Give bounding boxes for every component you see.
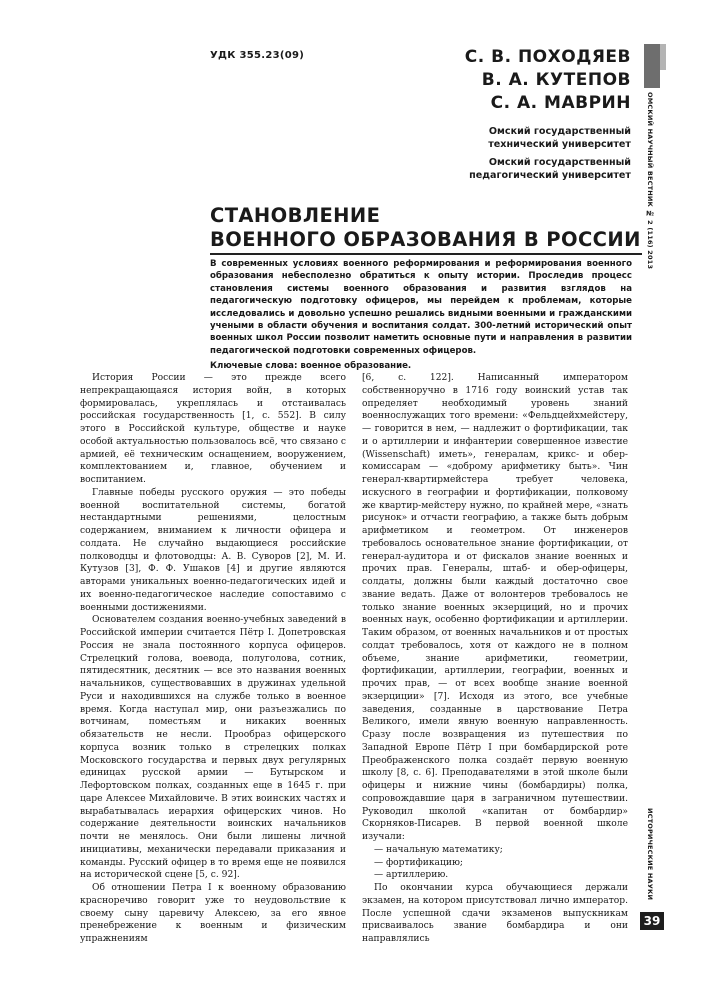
udk-code: УДК 355.23(09) xyxy=(210,50,305,61)
text-column-right xyxy=(362,372,628,946)
affiliation-line: технический университет xyxy=(488,139,631,150)
paragraph: История России — это прежде всего непрекращающаяся история войн, в которых формировалась, укреплялась и отстаивалась российская государственность [1, с. 552]. В силу этого в Российской культуре, обществе и науке особой актуальностью пользовалось всё, что связано с армией, её техническим оснащением, вооружением, комплектованием и, главное, обучением и воспитанием. xyxy=(80,373,346,485)
title-line: СТАНОВЛЕНИЕ xyxy=(210,204,381,227)
paragraph: Основателем создания военно-учебных заведений в Российской империи считается Пётр I. Допетровская Россия не знала постоянного корпуса офицеров. Стрелецкий голова, воевода, полуголова, сотник, пятидесятник, десятник — все это названия военных начальников, существовавших в дружинах удельной Руси и находившихся на службе только в военное время. Когда наступал мир, они разъезжались по вотчинам, поместьям и никаких военных обязательств не несли. Прообраз офицерского корпуса возник только в стрелецких полках Московского государства и первых двух регулярных единицах русской армии — Бутырском и Лефортовском полках, созданных еще в 1645 г. при царе Алексее Михайловиче. В этих воинских частях и вырабатывалась иерархия офицерских чинов. Но содержание деятельности воинских начальников почти не менялось. Они были лишены личной инициативы, механически передавали приказания и команды. Русский офицер в то время еще не появился на исторической сцене [5, с. 92]. xyxy=(80,615,346,881)
author-name: С. А. МАВРИН xyxy=(490,93,631,113)
title-divider xyxy=(210,253,642,255)
paragraph: [6, с. 122]. Написанный императором собственноручно в 1716 году воинский устав так определяет необходимый уровень знаний военнослужащих того времени: «Фельдцейхмейстеру, — говорится в нем, — надлежит о фортификации, так и о артиллерии и инфантерии совершенное известие (Wissenschaft) иметь», генералам, крикс- и обер-комиссарам — «доброму арифметику быть». Чин генерал-квартирмейстера требует человека, искусного в географии и фортификации, полковому же квартир-мейстеру нужно, по крайней мере, «знать рисунок» и отчасти географию, а также быть добрым арифметиком и геометром. От инженеров требовалось основательное знание фортификации, от генерал-аудитора и от фискалов знание военных и прочих прав. Генералы, штаб- и обер-офицеры, солдаты, должны были каждый достаточно свое звание ведать. Даже от волонтеров требовалось не только знание военных экзерциций, но и прочих военных наук, особенно фортификации и артиллерии. Таким образом, от военных начальников и от простых солдат требовалось, хотя от каждого не в полном объеме, знание арифметики, геометрии, фортификации, артиллерии, географии, военных и прочих прав, — от всех вообще знание военной экзерциции» [7]. Исходя из этого, все учебные заведения, созданные в царствование Петра Великого, имели явную военную направленность. Сразу после возвращения из путешествия по Западной Европе Пётр I при бомбардирской роте Преображенского полка создаёт первую военную школу [8, с. 6]. Преподавателями в этой школе были офицеры и нижние чины (бомбардиры) полка, сопровождавшие царя в заграничном путешествии. Руководил школой «капитан от бомбардир» Скорняков-Писарев. В первой военной школе изучали: xyxy=(362,373,628,842)
list-item: — начальную математику; xyxy=(374,844,503,855)
side-band-accent xyxy=(660,44,666,70)
text-column-left xyxy=(80,372,346,946)
side-band-marker xyxy=(644,44,660,88)
keywords: Ключевые слова: военное образование. xyxy=(210,361,412,371)
affiliations-block xyxy=(469,125,631,187)
author-name: С. В. ПОХОДЯЕВ xyxy=(464,47,631,67)
paragraph: Главные победы русского оружия — это победы военной воспитательной системы, богатой нестандартными решениями, целостным содержанием, вниманием к личности офицера и солдата. Не случайно выдающиеся российские полководцы и флотоводцы: А. В. Суворов [2], М. И. Кутузов [3], Ф. Ф. Ушаков [4] и другие являются авторами уникальных военно-педагогических идей и их военно-педагогическое наследие сопоставимо с военными достижениями. xyxy=(80,487,346,613)
list-item: — артиллерию. xyxy=(374,870,449,881)
section-running-head: ИСТОРИЧЕСКИЕ НАУКИ xyxy=(646,808,654,901)
paragraph: По окончании курса обучающиеся держали экзамен, на котором присутствовал лично император. После успешной сдачи экзаменов выпускникам присваивалось звание бомбардира и они направлялись xyxy=(362,883,628,944)
affiliation xyxy=(469,156,631,182)
affiliation xyxy=(469,125,631,151)
list-item: — фортификацию; xyxy=(374,857,463,868)
authors-block xyxy=(465,46,631,115)
journal-running-head: ОМСКИЙ НАУЧНЫЙ ВЕСТНИК № 2 (116) 2013 xyxy=(646,92,654,270)
title-line: ВОЕННОГО ОБРАЗОВАНИЯ В РОССИИ xyxy=(210,228,641,251)
article-title xyxy=(210,204,641,252)
abstract: В современных условиях военного реформирования и реформирования военного образования небесполезно обратиться к опыту истории. Проследив процесс становления системы военного образования и развития взглядов на педагогическую подготовку офицеров, мы перейдем к проблемам, которые исследовались и довольно успешно решались видными военными и гражданскими учеными в области обучения и воспитания солдат. 300-летний исторический опыт военных школ России позволит наметить основные пути и направления в развитии педагогической подготовки современных офицеров. xyxy=(210,259,632,356)
paragraph: Об отношении Петра I к военному образованию красноречиво говорит уже то неудовольствие к своему сыну царевичу Алексею, за его явное пренебрежение к военным и физическим упражнениям xyxy=(80,883,346,944)
affiliation-line: педагогический университет xyxy=(469,170,631,181)
author-name: В. А. КУТЕПОВ xyxy=(481,70,631,90)
page-number: 39 xyxy=(640,912,664,930)
affiliation-line: Омский государственный xyxy=(488,126,631,137)
affiliation-line: Омский государственный xyxy=(488,157,631,168)
